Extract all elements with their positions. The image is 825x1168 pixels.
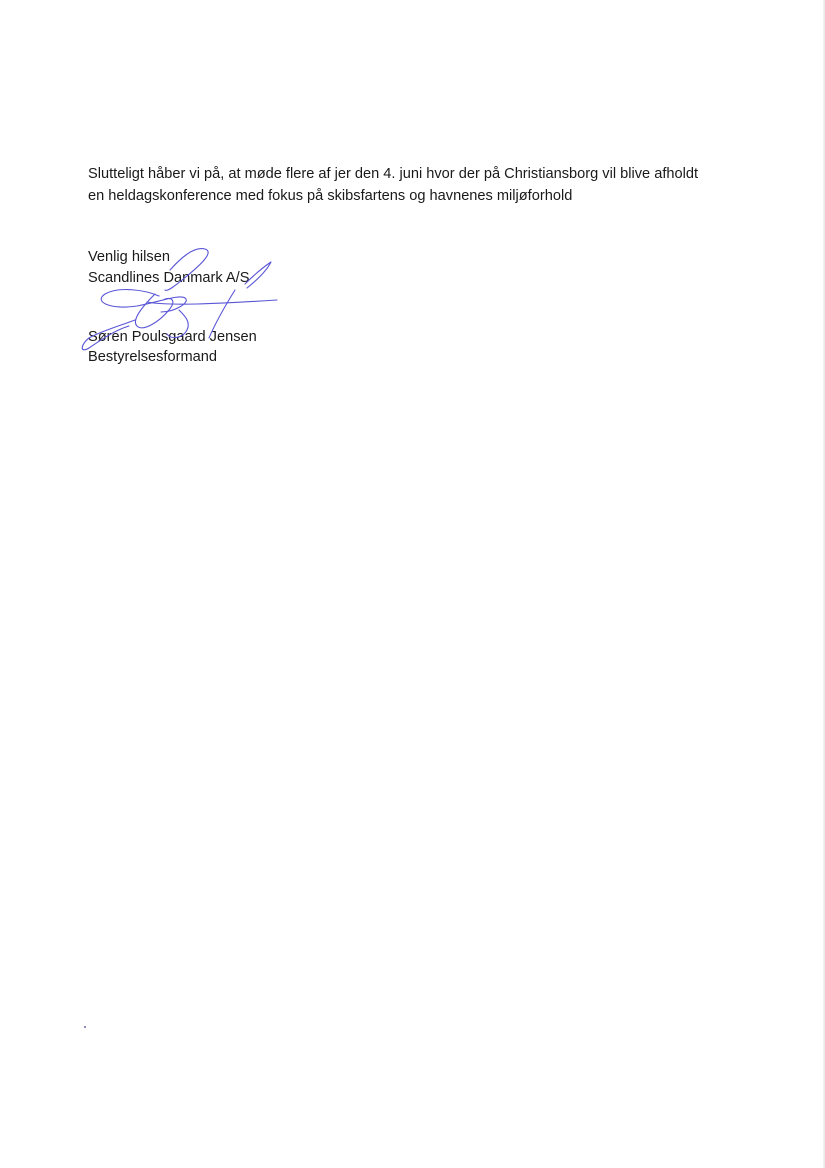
paragraph-line-2: en heldagskonference med fokus på skibsfartens og havnenes miljøforhold <box>88 188 573 204</box>
scan-speck <box>84 1026 86 1028</box>
company-name: Scandlines Danmark A/S <box>88 270 250 286</box>
closing-paragraph <box>88 163 768 207</box>
signer-title: Bestyrelsesformand <box>88 349 217 365</box>
closing-block <box>88 247 249 289</box>
greeting: Venlig hilsen <box>88 249 170 265</box>
paragraph-line-1: Slutteligt håber vi på, at møde flere af jer den 4. juni hvor der på Christiansborg vil blive afholdt <box>88 166 699 182</box>
signer-name: Søren Poulsgaard Jensen <box>88 329 257 345</box>
signer-block <box>88 327 257 367</box>
